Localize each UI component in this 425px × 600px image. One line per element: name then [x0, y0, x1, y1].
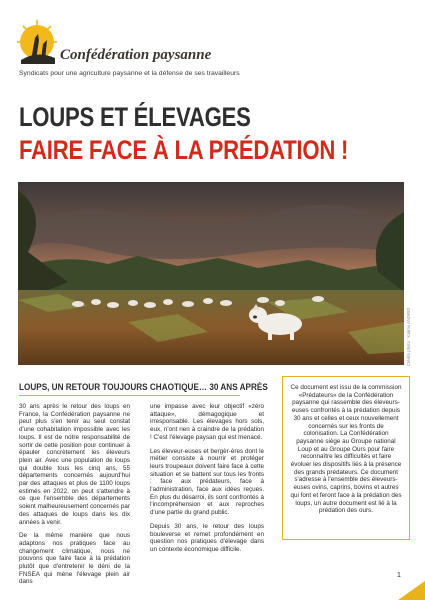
- page-number: 1: [397, 572, 401, 579]
- corner-accent: [398, 581, 425, 600]
- brand-name: Confédération paysanne: [60, 47, 212, 63]
- sheep-flock-with-guard-dog-photo: [18, 182, 404, 365]
- paragraph: 30 ans après le retour des loups en France, la Confédération paysanne ne peut plus s'en tenir au seul constat d'une cohabitation impossible avec les loups. Il est de notre responsabilité de sortir de cette position pour continuer à épauler concrètement les éleveurs plein air. Avec une population de loups qui double tous les cinq ans, 55 départements concernés aujourd'hui par des attaques et plus de 1100 loups estimés en 2022, on peut s'attendre à ce que l'ensemble des départements soient malheureusement concernés par des attaques de loups dans les dix années à venir.: [19, 403, 130, 526]
- article-column-2: [150, 403, 264, 560]
- sunburst-figure-icon: [17, 20, 57, 64]
- info-box-text: Ce document est issu de la commission «Prédateurs» de la Confédération paysanne qui rassemble des éleveurs-euses confrontés à la prédation depuis 30 ans et celles et ceux nouvellement concernés sur les fronts de colonisation. La Confédération paysanne siège au Groupe national Loup et au Groupe Ours pour faire reconnaître les difficultés et faire évoluer les dispositifs liés à la présence des grands prédateurs. Ce document s'adresse à l'ensemble des éleveurs-euses ovins, caprins, bovins et autres qui font et feront face à la prédation des loups, un autre document est lié à la prédation des ours.: [290, 384, 402, 515]
- photo-credit: Crédits photo : Kalimo ANDRIO: [406, 307, 411, 366]
- paragraph: De la même manière que nous adaptons nos pratiques face au changement climatique, nous ne pouvons que faire face à la prédation plutôt que d'entretenir le déni de la FNSEA qui mène l'élevage plein air dans: [19, 532, 130, 586]
- paragraph: Les éleveur-euses et bergèr-ères dont le métier consiste à nourrir et protéger leurs troupeaux doivent faire face à cette situation et se battent sur tous les fronts : face aux prédateurs, face à l'administration, face aux idées reçues. En plus du désarroi, ils sont confrontés à l'incompréhension et aux reproches d'une partie du grand public.: [150, 447, 264, 517]
- brand-tagline: Syndicats pour une agriculture paysanne et la défense de ses travailleurs: [19, 70, 240, 77]
- document-header: [0, 0, 425, 82]
- paragraph: Depuis 30 ans, le retour des loups bouleverse et remet profondément en question nos pratiques d'élevage dans un contexte économique difficile.: [150, 522, 264, 553]
- page-title-line-2: FAIRE FACE À LA PRÉDATION !: [19, 135, 349, 165]
- paragraph: une impasse avec leur objectif «zéro attaque», démagogique et irresponsable. Les élevages hors sols, eux, n'ont rien à craindre de la prédation ! C'est l'élevage paysan qui est menacé.: [150, 403, 264, 441]
- heading-underline: [19, 395, 240, 396]
- page-title-line-1: LOUPS ET ÉLEVAGES: [19, 102, 251, 132]
- section-heading: LOUPS, UN RETOUR TOUJOURS CHAOTIQUE… 30 ANS APRÈS: [19, 382, 268, 393]
- article-column-1: [19, 403, 130, 592]
